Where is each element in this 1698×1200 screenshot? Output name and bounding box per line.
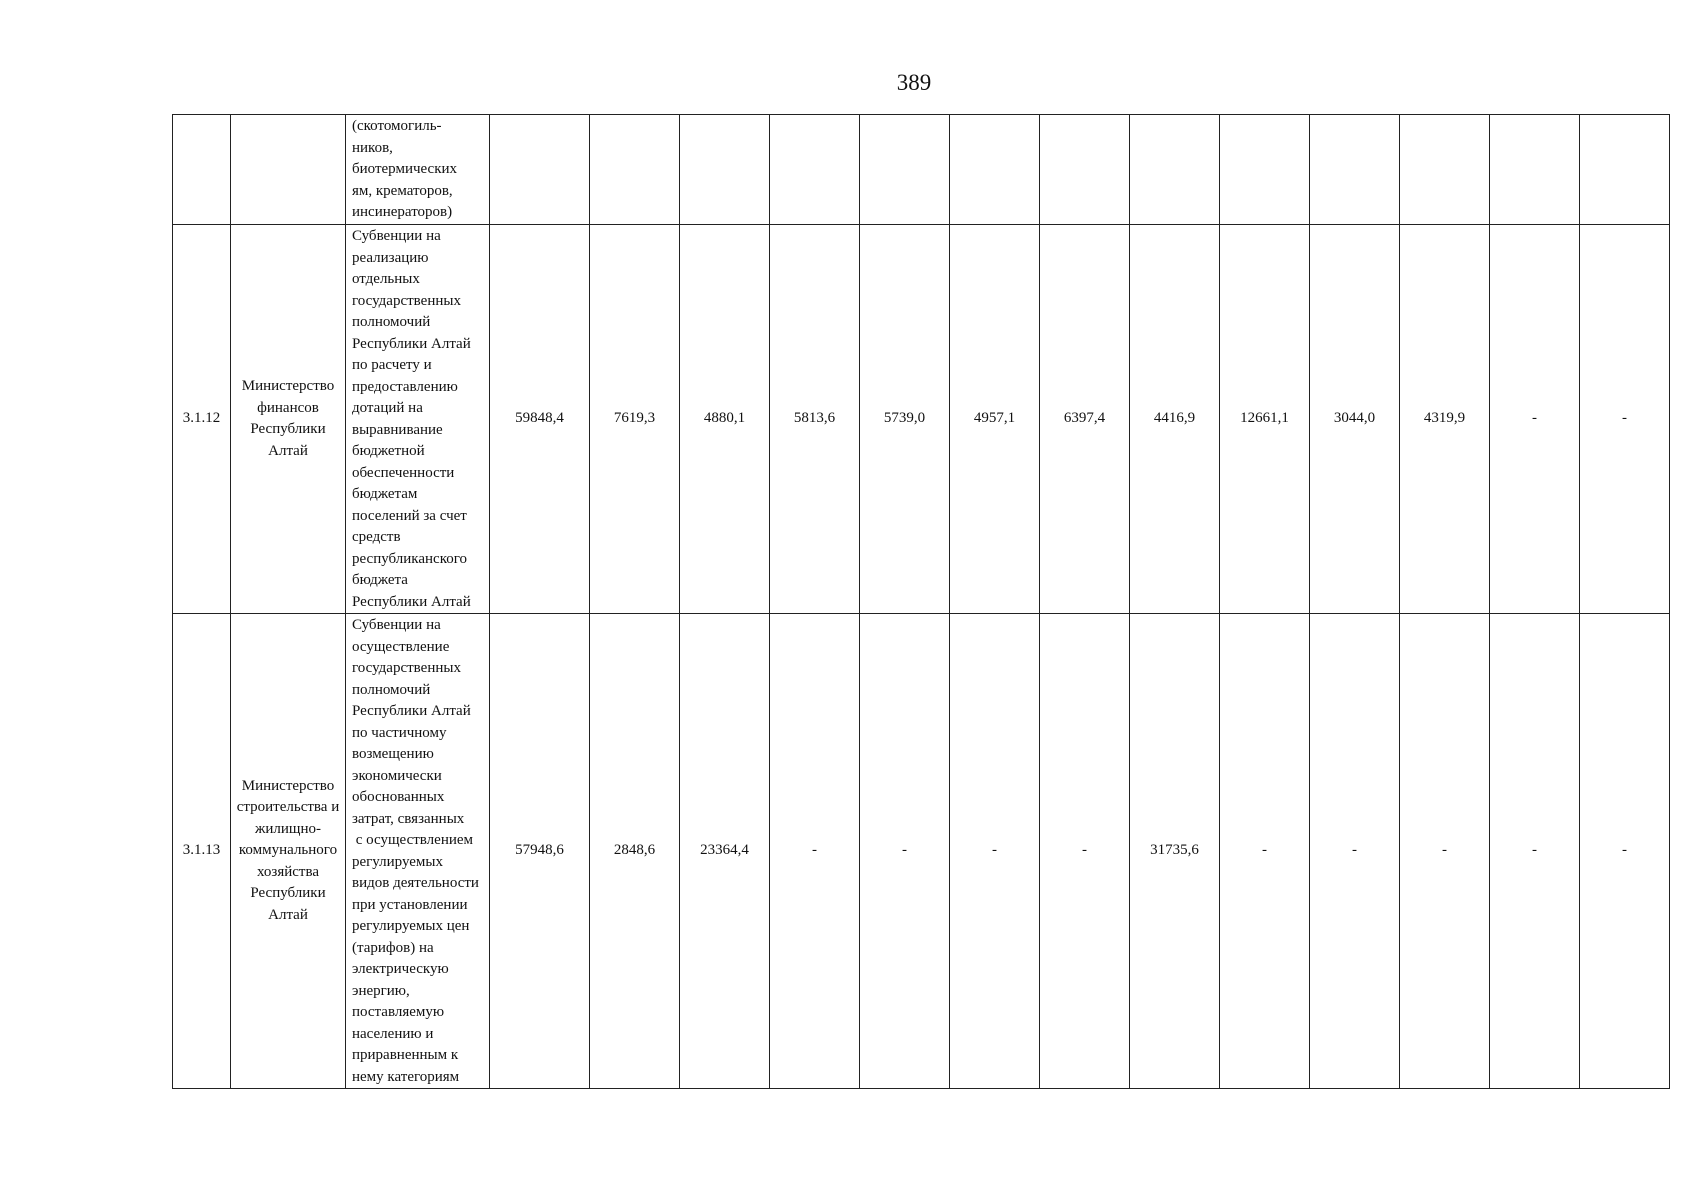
row-executor: [231, 225, 346, 614]
description-line: биотермических: [352, 161, 458, 177]
description-line: при установлении: [352, 896, 468, 913]
page-number: 389: [896, 70, 932, 95]
row-executor: [231, 614, 346, 1089]
value-cell: 12661,1: [1220, 225, 1310, 614]
value-cell: -: [1490, 225, 1580, 614]
description-line: выравнивание: [352, 421, 443, 438]
description-line: предоставлению: [352, 378, 458, 395]
value-cell: -: [1580, 614, 1670, 1089]
value-cell: [1400, 115, 1490, 225]
value-cell: 5813,6: [770, 225, 860, 614]
value-cell: [590, 115, 680, 225]
description-line: ников,: [352, 139, 393, 156]
description-line: полномочий: [352, 681, 431, 698]
description-line: Республики Алтай: [352, 703, 471, 719]
description-line: приравненным к: [352, 1047, 459, 1063]
description-line: Республики Алтай: [352, 593, 471, 610]
description-line: дотаций на: [352, 400, 423, 416]
description-line: (скотомогиль-: [352, 118, 442, 134]
value-cell: 3044,0: [1310, 225, 1400, 614]
description-line: (тарифов) на: [352, 939, 434, 956]
value-cell: 6397,4: [1040, 225, 1130, 614]
executor-line: Министерство: [241, 777, 335, 794]
executor-line: хозяйства: [256, 863, 320, 880]
description-line: поселений за счет: [352, 507, 467, 524]
description-line: электрическую: [352, 961, 449, 977]
value-cell: [1130, 115, 1220, 225]
value-cell: 4880,1: [680, 225, 770, 614]
table-row: [173, 115, 1670, 225]
description-line: Субвенции на: [352, 617, 441, 633]
value-cell: 4957,1: [950, 225, 1040, 614]
description-line: бюджетной: [352, 443, 425, 459]
description-line: обоснованных: [352, 789, 445, 805]
description-line: реализацию: [352, 249, 429, 266]
description-line: энергию,: [352, 982, 410, 999]
description-line: поставляемую: [352, 1004, 445, 1020]
description-line: ям, крематоров,: [352, 182, 453, 199]
value-cell: -: [1220, 614, 1310, 1089]
value-cell: 4319,9: [1400, 225, 1490, 614]
value-cell: 59848,4: [490, 225, 590, 614]
value-cell: -: [770, 614, 860, 1089]
value-cell: 31735,6: [1130, 614, 1220, 1089]
description-line: осуществление: [352, 638, 450, 655]
value-cell: 23364,4: [680, 614, 770, 1089]
row-description: [346, 614, 490, 1089]
description-line: по частичному: [352, 724, 447, 741]
description-line: республиканского: [352, 550, 467, 567]
value-cell: 7619,3: [590, 225, 680, 614]
executor-line: Республики: [250, 421, 326, 437]
value-cell: [950, 115, 1040, 225]
description-line: затрат, связанных: [352, 810, 465, 827]
value-cell: [1580, 115, 1670, 225]
value-cell: [770, 115, 860, 225]
executor-line: Алтай: [268, 442, 308, 459]
value-cell: -: [1580, 225, 1670, 614]
table-row: [173, 225, 1670, 614]
executor-line: Республики: [250, 885, 326, 902]
description-line: обеспеченности: [352, 464, 455, 481]
value-cell: -: [860, 614, 950, 1089]
description-line: государственных: [352, 660, 461, 676]
description-line: Республики Алтай: [352, 335, 471, 352]
value-cell: 57948,6: [490, 614, 590, 1089]
description-line: регулируемых: [352, 853, 443, 870]
table-row: [173, 614, 1670, 1089]
description-line: инсинераторов): [352, 204, 453, 220]
description-line: полномочий: [352, 314, 431, 330]
description-line: нему категориям: [352, 1068, 460, 1085]
description-line: средств: [352, 529, 401, 545]
description-line: населению и: [352, 1025, 434, 1042]
description-line: государственных: [352, 292, 461, 309]
description-line: с осуществлением: [352, 832, 474, 848]
value-cell: -: [1490, 614, 1580, 1089]
value-cell: [490, 115, 590, 225]
value-cell: [860, 115, 950, 225]
value-cell: [1310, 115, 1400, 225]
value-cell: [1220, 115, 1310, 225]
row-description: [346, 225, 490, 614]
value-cell: [680, 115, 770, 225]
value-cell: [1490, 115, 1580, 225]
description-line: регулируемых цен: [352, 918, 470, 934]
description-line: Субвенции на: [352, 228, 441, 244]
row-executor: [231, 115, 346, 225]
description-line: бюджета: [352, 572, 408, 588]
row-description: [346, 115, 490, 225]
value-cell: 5739,0: [860, 225, 950, 614]
description-line: бюджетам: [352, 486, 418, 502]
value-cell: 4416,9: [1130, 225, 1220, 614]
row-code: 3.1.13: [173, 614, 231, 1089]
value-cell: [1040, 115, 1130, 225]
value-cell: -: [1400, 614, 1490, 1089]
budget-table: [172, 114, 1670, 1089]
row-code: [173, 115, 231, 225]
description-line: возмещению: [352, 746, 434, 762]
value-cell: -: [1040, 614, 1130, 1089]
value-cell: 2848,6: [590, 614, 680, 1089]
executor-line: финансов: [257, 399, 319, 416]
description-line: видов деятельности: [352, 875, 479, 891]
row-code: 3.1.12: [173, 225, 231, 614]
description-line: экономически: [352, 767, 442, 784]
executor-line: Министерство: [241, 378, 335, 394]
value-cell: -: [950, 614, 1040, 1089]
executor-line: Алтай: [268, 906, 308, 923]
description-line: отдельных: [352, 271, 420, 287]
value-cell: -: [1310, 614, 1400, 1089]
executor-line: коммунального: [238, 842, 338, 859]
executor-line: строительства и: [236, 799, 340, 816]
description-line: по расчету и: [352, 357, 432, 373]
executor-line: жилищно-: [255, 820, 321, 837]
